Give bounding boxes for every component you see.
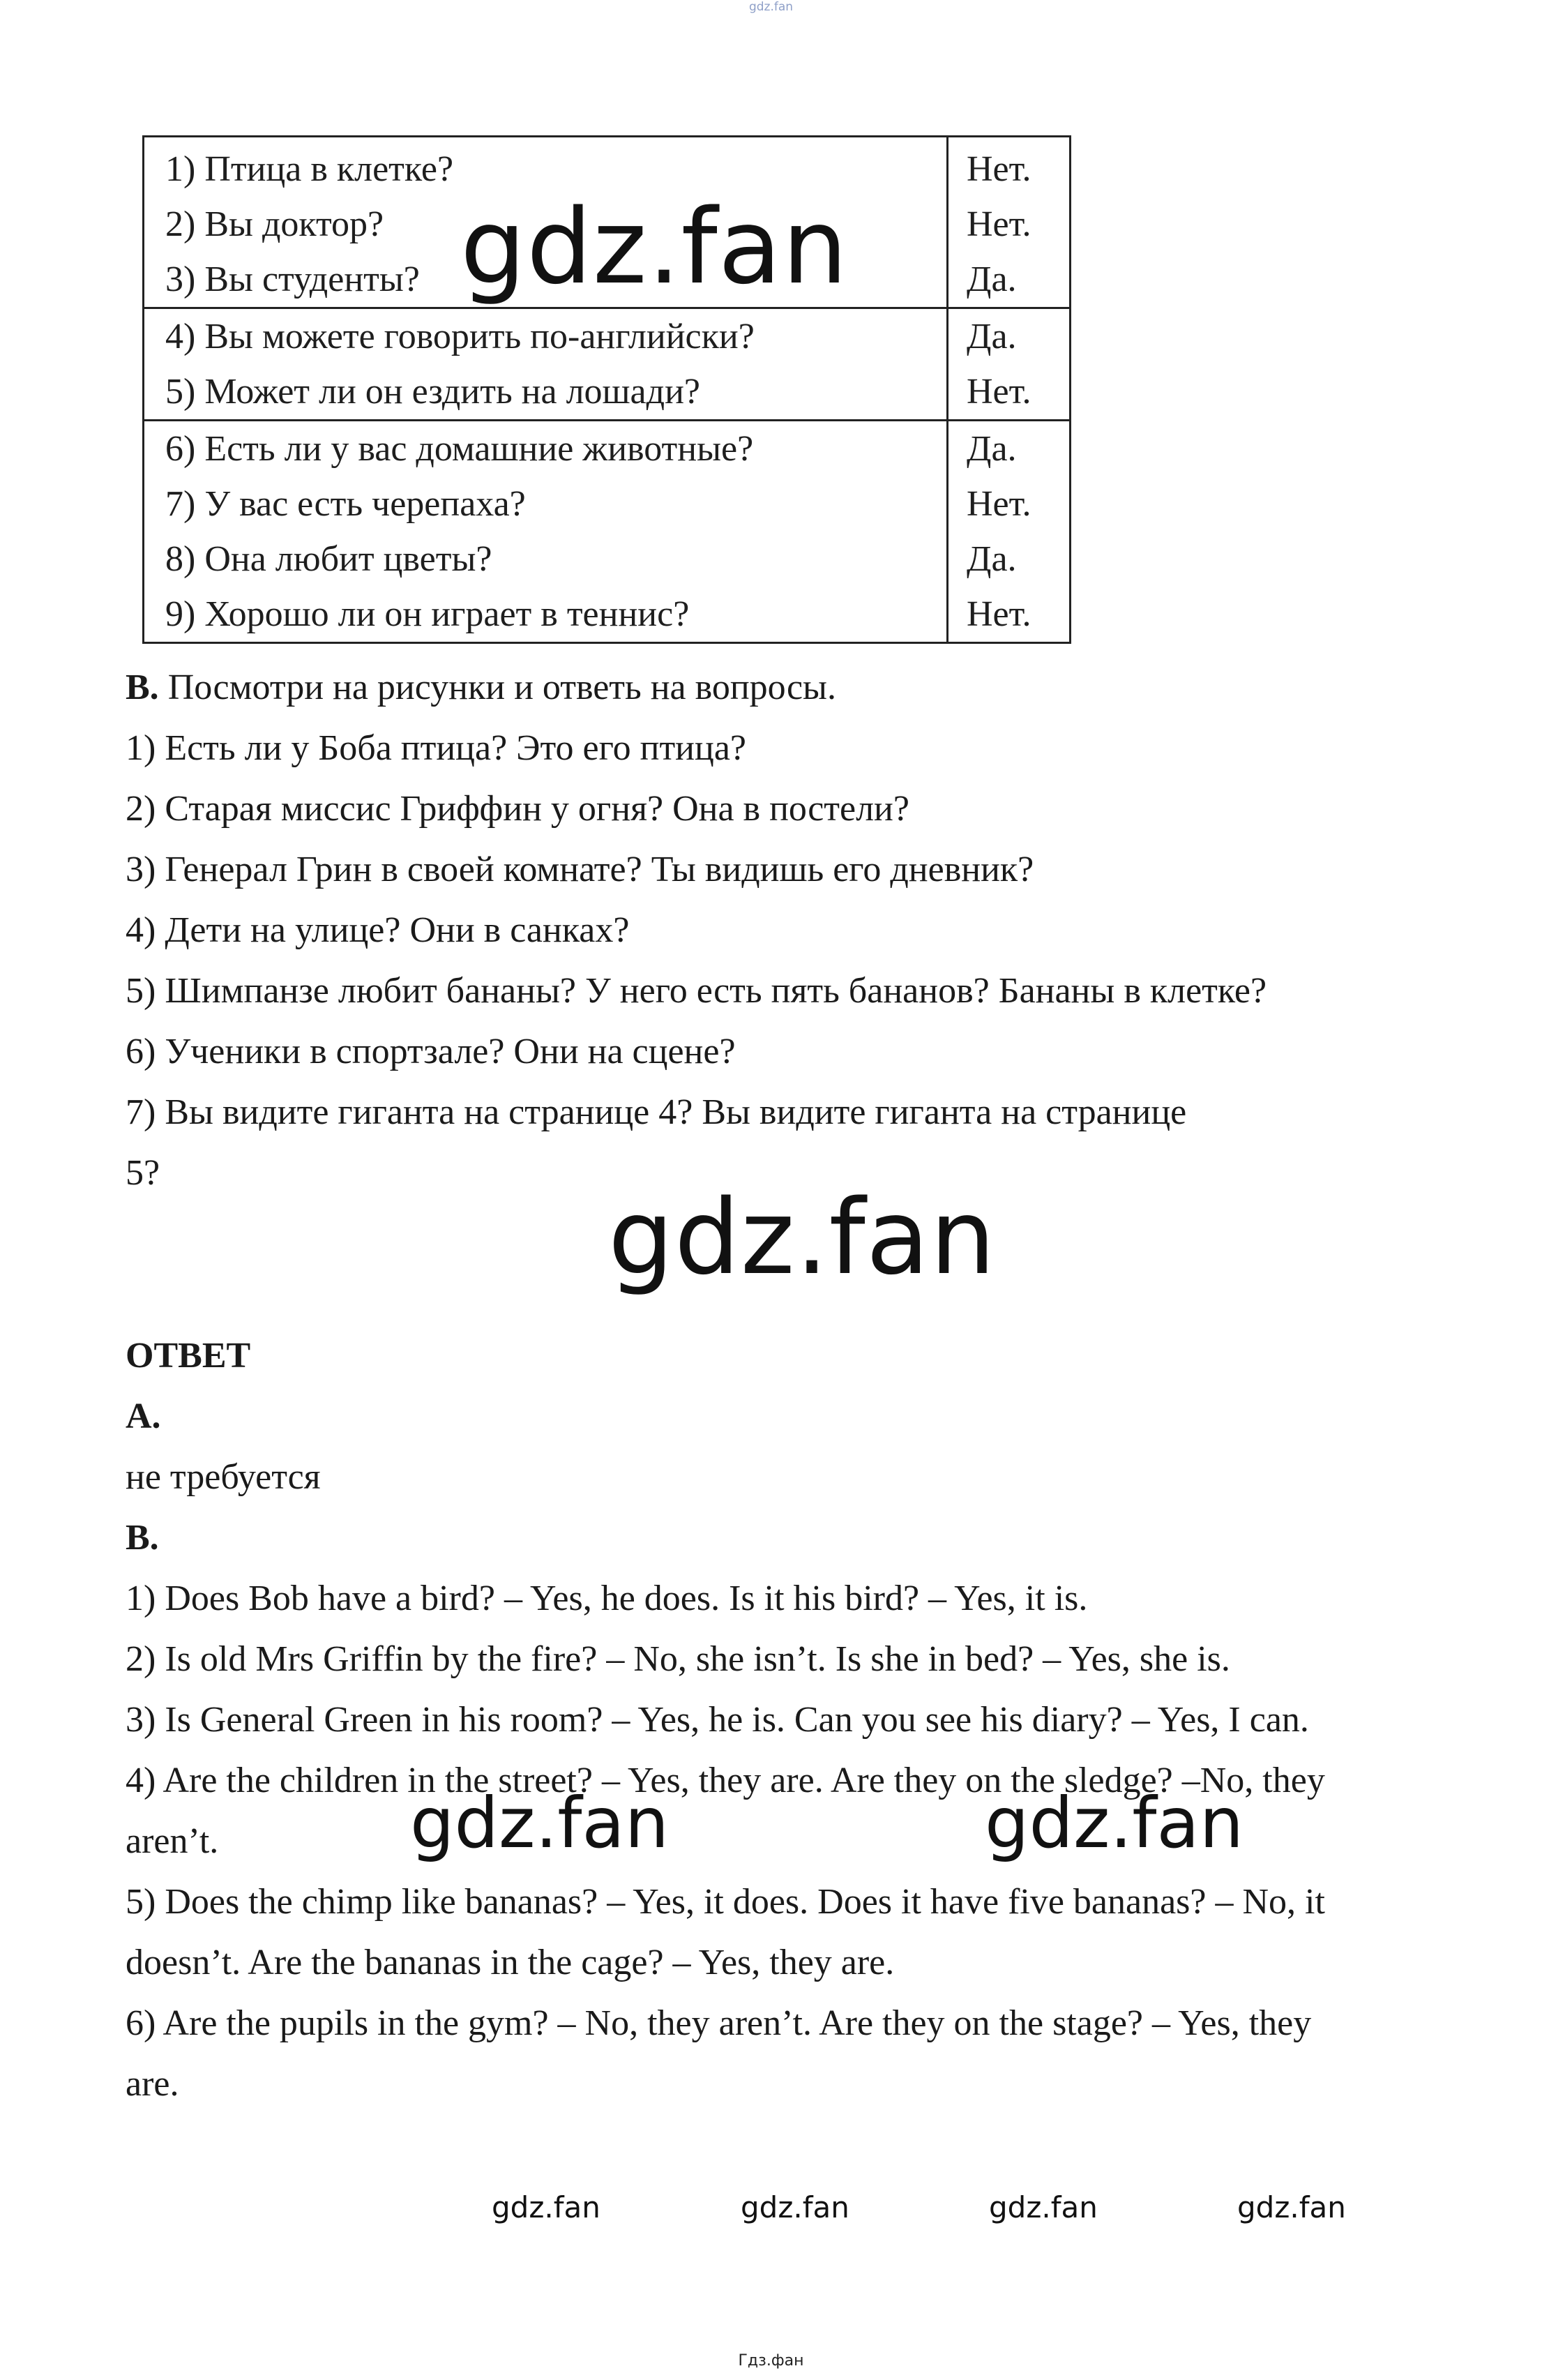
question-cell: 4) Вы можете говорить по-английски? <box>144 308 948 365</box>
answer-item: 5) Does the chimp like bananas? – Yes, it does. Does it have five bananas? – No, it doesn’t. Are the bananas in the cage? – Yes, they are. <box>126 1882 1325 1982</box>
answer-cell: Нет. <box>948 197 1071 252</box>
question-cell: 6) Есть ли у вас домашние животные? <box>144 421 948 477</box>
answer-cell: Да. <box>948 532 1071 587</box>
answer-cell: Да. <box>948 252 1071 308</box>
answer-heading: ОТВЕТ <box>126 1336 251 1376</box>
answer-cell: Нет. <box>948 476 1071 532</box>
site-url[interactable]: gdz.fan <box>748 0 794 14</box>
answer-item: 3) Is General Green in his room? – Yes, he is. Can you see his diary? – Yes, I can. <box>126 1700 1309 1740</box>
answer-section <box>126 1325 1353 2114</box>
watermark: gdz.fan <box>460 187 849 307</box>
watermark: gdz.fan <box>989 2190 1098 2224</box>
answer-item: 6) Are the pupils in the gym? – No, they aren’t. Are they on the stage? – Yes, they are. <box>126 2003 1312 2104</box>
question-cell: 1) Птица в клетке? <box>144 137 948 197</box>
answer-cell: Нет. <box>948 137 1071 197</box>
watermark: gdz.fan <box>410 1782 670 1864</box>
answer-cell: Нет. <box>948 364 1071 421</box>
watermark: gdz.fan <box>608 1177 997 1297</box>
watermark: gdz.fan <box>492 2190 600 2224</box>
answer-a-text: не требуется <box>126 1457 321 1497</box>
watermark: gdz.fan <box>741 2190 849 2224</box>
answer-cell: Да. <box>948 308 1071 365</box>
answer-a-label: A. <box>126 1396 161 1436</box>
question-cell: 8) Она любит цветы? <box>144 532 948 587</box>
task-b-item: 2) Старая миссис Гриффин у огня? Она в постели? <box>126 789 909 829</box>
watermark: gdz.fan <box>1237 2190 1346 2224</box>
task-b-instruction <box>126 657 1353 718</box>
footer-label: Гдз.фан <box>738 2352 804 2370</box>
task-b-section <box>126 657 1353 1203</box>
answer-cell: Нет. <box>948 587 1071 643</box>
answer-b-label: B. <box>126 1518 159 1558</box>
answer-cell: Да. <box>948 421 1071 477</box>
task-b-item: 4) Дети на улице? Они в санках? <box>126 910 630 950</box>
task-b-item: 7) Вы видите гиганта на странице 4? Вы видите гиганта на странице 5? <box>126 1092 1187 1193</box>
answer-item: 1) Does Bob have a bird? – Yes, he does. Is it his bird? – Yes, it is. <box>126 1579 1088 1618</box>
question-cell: 5) Может ли он ездить на лошади? <box>144 364 948 421</box>
task-b-item: 3) Генерал Грин в своей комнате? Ты видишь его дневник? <box>126 850 1034 889</box>
watermark: gdz.fan <box>985 1782 1244 1864</box>
question-cell: 2) Вы доктор? <box>144 197 948 252</box>
question-cell: 3) Вы студенты? <box>144 252 948 308</box>
task-b-item: 1) Есть ли у Боба птица? Это его птица? <box>126 728 746 768</box>
answer-item: 2) Is old Mrs Griffin by the fire? – No, she isn’t. Is she in bed? – Yes, she is. <box>126 1639 1230 1679</box>
answer-item: 4) Are the children in the street? – Yes, they are. Are they on the sledge? –No, they aren’t. <box>126 1761 1325 1861</box>
task-b-instruction-text: Посмотри на рисунки и ответь на вопросы. <box>158 668 836 707</box>
question-cell: 9) Хорошо ли он играет в теннис? <box>144 587 948 643</box>
task-b-item: 6) Ученики в спортзале? Они на сцене? <box>126 1032 736 1071</box>
task-b-item: 5) Шимпанзе любит бананы? У него есть пять бананов? Бананы в клетке? <box>126 971 1267 1011</box>
question-cell: 7) У вас есть черепаха? <box>144 476 948 532</box>
task-b-label: B. <box>126 668 159 707</box>
